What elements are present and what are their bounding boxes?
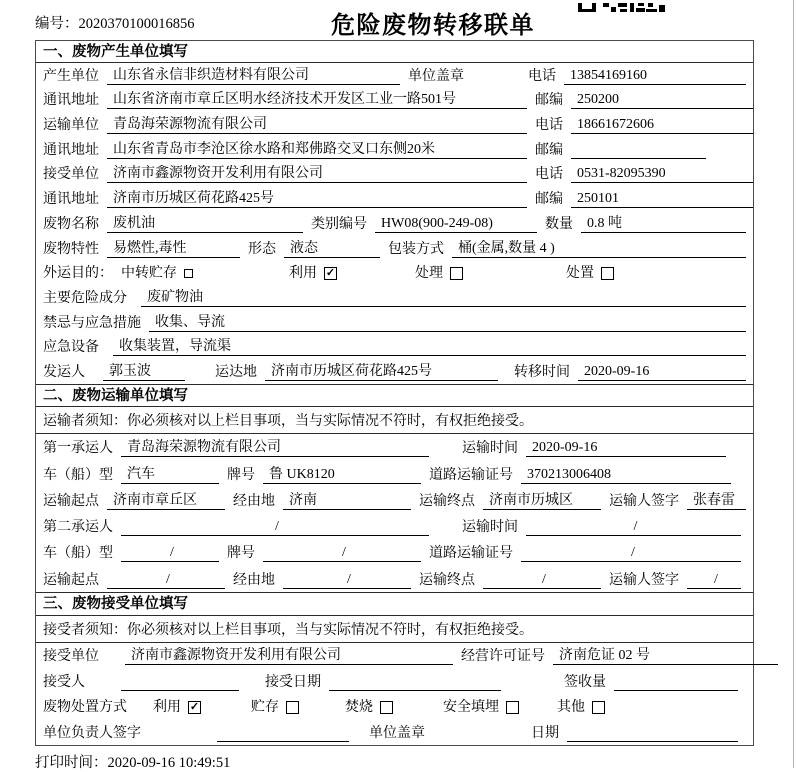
field-label: 运输时间 — [462, 441, 518, 457]
field-value: 山东省青岛市李沧区徐水路和郑佛路交叉口东侧20米 — [107, 141, 527, 159]
field-value: / — [107, 571, 225, 589]
form-row — [36, 565, 753, 591]
form-row — [36, 112, 753, 137]
field-label: 类别编号 — [311, 216, 367, 232]
field-value: 18661672606 — [571, 116, 753, 134]
checkbox-group — [415, 265, 463, 282]
field-value: 青岛海荣源物流有限公司 — [121, 439, 429, 457]
field-value: 青岛海荣源物流有限公司 — [107, 116, 527, 134]
field-value: 鲁 UK8120 — [263, 466, 421, 484]
form-row — [36, 513, 753, 539]
field-label: 数量 — [545, 216, 573, 232]
form-row — [36, 719, 753, 745]
qr-code-fragment — [578, 0, 666, 10]
field-label: 电话 — [535, 167, 563, 183]
print-time — [35, 751, 230, 772]
field-value: 山东省济南市章丘区明水经济技术开发区工业一路501号 — [107, 91, 527, 109]
section-header: 三、废物接受单位填写 — [36, 592, 753, 616]
field-value: 济南市章丘区 — [107, 492, 225, 510]
form-row — [36, 668, 753, 694]
field-value: / — [687, 571, 741, 589]
form-row — [36, 335, 753, 360]
field-label: 废物处置方式 — [43, 700, 127, 716]
page-title: 危险废物转移联单 — [331, 13, 535, 39]
field-value: 济南 — [283, 492, 411, 510]
field-value: / — [483, 571, 601, 589]
section-header: 一、废物产生单位填写 — [36, 41, 753, 63]
field-value: 山东省永信非织造材料有限公司 — [107, 67, 400, 85]
field-label: 牌号 — [227, 467, 255, 483]
checkbox-group — [251, 699, 299, 716]
field-label: 外运目的： — [43, 266, 113, 282]
print-time-label: 打印时间： — [35, 755, 108, 771]
checkbox-group — [557, 699, 605, 716]
field-label: 接受日期 — [265, 674, 321, 690]
field-value: / — [121, 544, 219, 562]
field-label: 形态 — [248, 241, 276, 257]
field-label: 运输终点 — [419, 572, 475, 588]
checkbox-unchecked — [286, 701, 299, 714]
field-label: 日期 — [531, 725, 559, 741]
checkbox-label: 安全填埋 — [443, 700, 499, 716]
field-value: 液态 — [284, 240, 380, 258]
field-value: 济南市鑫源物资开发利用有限公司 — [107, 165, 527, 183]
field-label: 通讯地址 — [43, 93, 99, 109]
field-label: 接受单位 — [43, 649, 99, 665]
field-value: 易燃性,毒性 — [107, 240, 240, 258]
field-label: 运输人签字 — [609, 493, 679, 509]
form-row — [36, 643, 753, 669]
field-value: 废机油 — [107, 215, 303, 233]
form-row — [36, 434, 753, 460]
print-time-value: 2020-09-16 10:49:51 — [107, 755, 231, 771]
field-label: 道路运输证号 — [429, 546, 513, 562]
checkbox-unchecked — [450, 267, 463, 280]
field-value: 济南市历城区 — [483, 492, 601, 510]
field-label: 运输单位 — [43, 118, 99, 134]
checkbox-checked: ✓ — [325, 267, 336, 280]
doc-number — [35, 12, 195, 33]
checkbox-checked: ✓ — [189, 701, 200, 714]
field-value: 废矿物油 — [141, 289, 746, 307]
field-value: / — [263, 544, 421, 562]
field-label: 电话 — [528, 68, 556, 84]
checkbox-group — [289, 265, 337, 282]
field-value: 济南市历城区荷花路425号 — [107, 190, 527, 208]
field-value: 济南市鑫源物资开发利用有限公司 — [125, 647, 453, 665]
field-value: 汽车 — [121, 466, 219, 484]
checkbox-group — [443, 699, 519, 716]
field-value: 2020-09-16 — [578, 363, 746, 381]
doc-number-value: 2020370100016856 — [78, 16, 195, 32]
section-2 — [36, 384, 753, 592]
form-row — [36, 162, 753, 187]
doc-number-label: 编号： — [35, 16, 79, 32]
field-value: 收集、导流 — [149, 314, 746, 332]
field-label: 邮编 — [535, 93, 563, 109]
form-table — [35, 40, 754, 746]
field-label: 牌号 — [227, 546, 255, 562]
field-label: 运输起点 — [43, 572, 99, 588]
field-label: 禁忌与应急措施 — [43, 315, 141, 331]
section-3 — [36, 592, 753, 745]
checkbox-label: 焚烧 — [345, 700, 373, 716]
field-label: 运输起点 — [43, 493, 99, 509]
field-label: 接受单位 — [43, 167, 99, 183]
form-row — [36, 137, 753, 162]
checkbox-unchecked — [601, 267, 614, 280]
field-value: / — [521, 544, 741, 562]
field-label: 通讯地址 — [43, 192, 99, 208]
form-row — [36, 236, 753, 261]
checkbox-group — [121, 265, 193, 282]
field-label: 主要危险成分 — [43, 290, 127, 306]
section-notice: 运输者须知：你必须核对以上栏目事项，当与实际情况不符时，有权拒绝接受。 — [36, 407, 753, 434]
field-label: 电话 — [535, 118, 563, 134]
section-notice: 接受者须知：你必须核对以上栏目事项，当与实际情况不符时，有权拒绝接受。 — [36, 616, 753, 643]
field-value: 桶(金属,数量 4 ) — [452, 240, 746, 258]
field-value: 郭玉波 — [103, 363, 185, 381]
form-row — [36, 460, 753, 486]
checkbox-label: 处置 — [566, 266, 594, 282]
field-value: 250200 — [571, 91, 753, 109]
field-label: 道路运输证号 — [429, 467, 513, 483]
field-label: 运达地 — [215, 364, 257, 380]
field-value — [571, 158, 706, 159]
field-value: 0531-82095390 — [571, 165, 753, 183]
field-value: 2020-09-16 — [526, 439, 726, 457]
field-value: 250101 — [571, 190, 753, 208]
form-row — [36, 310, 753, 335]
checkbox-unchecked — [506, 701, 519, 714]
field-value: / — [121, 518, 429, 536]
field-label: 车（船）型 — [43, 546, 113, 562]
field-label: 运输人签字 — [609, 572, 679, 588]
checkbox-unchecked — [184, 269, 193, 278]
field-label: 接受人 — [43, 674, 85, 690]
checkbox-group — [345, 699, 393, 716]
form-row — [36, 211, 753, 236]
field-label: 包装方式 — [388, 241, 444, 257]
form-row — [36, 359, 753, 384]
field-value: 收集装置，导流渠 — [113, 338, 746, 356]
field-label: 经由地 — [233, 493, 275, 509]
field-value: 济南危证 02 号 — [553, 647, 778, 665]
field-label: 单位盖章 — [369, 725, 425, 741]
form-row — [36, 285, 753, 310]
field-label: 产生单位 — [43, 68, 99, 84]
field-value: / — [526, 518, 741, 536]
field-label: 车（船）型 — [43, 467, 113, 483]
section-1 — [36, 41, 753, 384]
field-label: 转移时间 — [514, 364, 570, 380]
form-row — [36, 539, 753, 565]
field-label: 通讯地址 — [43, 142, 99, 158]
field-label: 签收量 — [564, 674, 606, 690]
form-row — [36, 88, 753, 113]
field-value: 13854169160 — [564, 67, 746, 85]
field-label: 经营许可证号 — [461, 649, 545, 665]
field-label: 经由地 — [233, 572, 275, 588]
checkbox-unchecked — [592, 701, 605, 714]
checkbox-label: 利用 — [153, 700, 181, 716]
checkbox-label: 利用 — [289, 266, 317, 282]
checkbox-label: 中转贮存 — [121, 266, 177, 282]
field-label: 废物名称 — [43, 216, 99, 232]
field-label: 废物特性 — [43, 241, 99, 257]
field-label: 运输终点 — [419, 493, 475, 509]
field-label: 运输时间 — [462, 520, 518, 536]
field-label: 第二承运人 — [43, 520, 113, 536]
field-value — [567, 741, 738, 742]
form-row — [36, 186, 753, 211]
field-value: / — [283, 571, 411, 589]
checkbox-unchecked — [380, 701, 393, 714]
field-value — [121, 690, 239, 691]
page-edge-divider — [793, 0, 794, 768]
field-label: 邮编 — [535, 142, 563, 158]
field-value — [614, 690, 738, 691]
field-label: 第一承运人 — [43, 441, 113, 457]
field-label: 发运人 — [43, 364, 85, 380]
field-value: 370213006408 — [521, 466, 731, 484]
field-value: 济南市历城区荷花路425号 — [265, 363, 498, 381]
field-value: 张春雷 — [687, 492, 746, 510]
checkbox-label: 处理 — [415, 266, 443, 282]
form-row — [36, 63, 753, 88]
checkbox-label: 贮存 — [251, 700, 279, 716]
field-value — [217, 741, 349, 742]
field-label: 邮编 — [535, 192, 563, 208]
field-value — [329, 690, 501, 691]
section-header: 二、废物运输单位填写 — [36, 384, 753, 407]
checkbox-group — [566, 265, 614, 282]
form-row — [36, 487, 753, 513]
form-row — [36, 694, 753, 720]
form-row — [36, 261, 753, 286]
field-label: 单位盖章 — [408, 68, 464, 84]
field-label: 应急设备 — [43, 340, 99, 356]
field-value: 0.8 吨 — [581, 215, 746, 233]
checkbox-label: 其他 — [557, 700, 585, 716]
field-value: HW08(900-249-08) — [375, 215, 537, 233]
checkbox-group — [153, 699, 201, 716]
field-label: 单位负责人签字 — [43, 725, 141, 741]
